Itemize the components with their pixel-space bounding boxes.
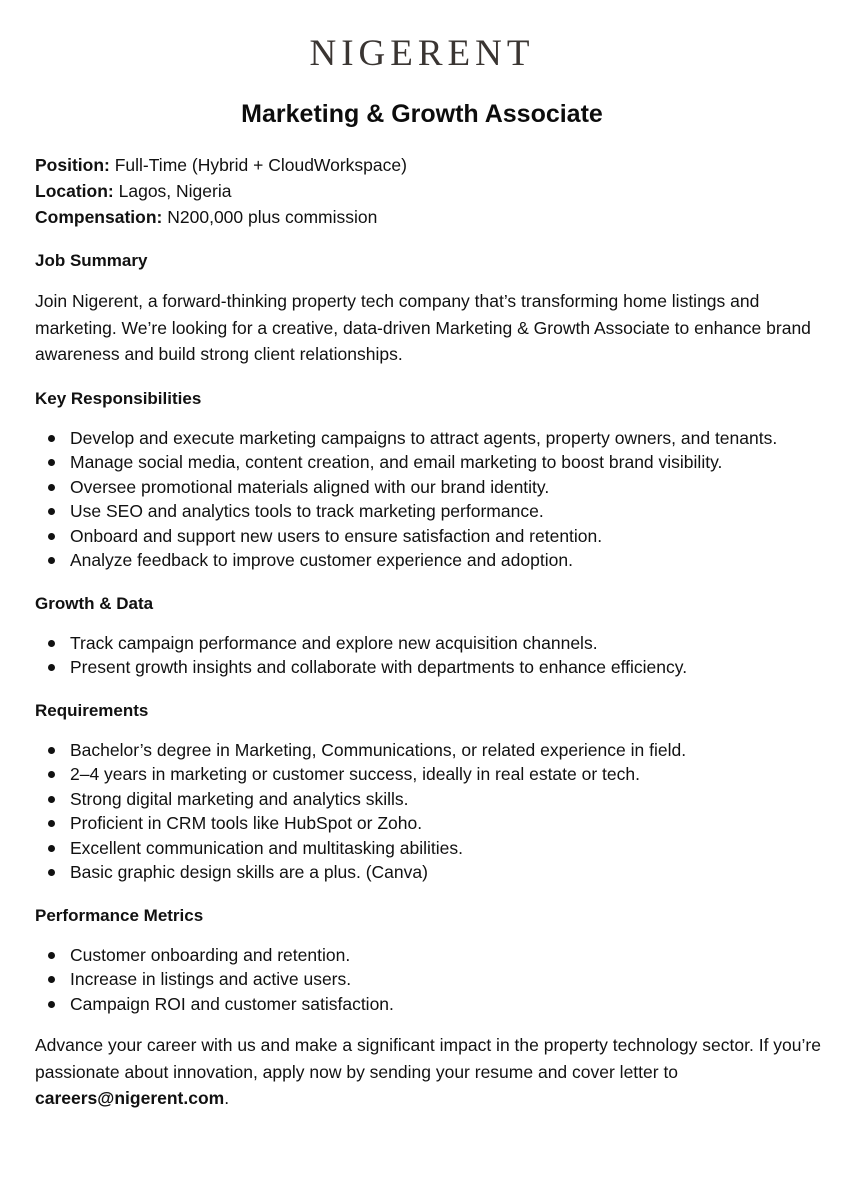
bullet-icon [48, 952, 55, 959]
list-item: Manage social media, content creation, and email marketing to boost brand visibility. [35, 450, 825, 475]
meta-label: Position: [35, 155, 110, 175]
bullet-icon [48, 820, 55, 827]
meta-label: Location: [35, 181, 114, 201]
list-item: Analyze feedback to improve customer experience and adoption. [35, 548, 825, 573]
list-item: Develop and execute marketing campaigns to attract agents, property owners, and tenants. [35, 426, 825, 451]
section-heading-job-summary: Job Summary [35, 251, 148, 270]
list-item: Increase in listings and active users. [35, 967, 825, 992]
closing-paragraph: Advance your career with us and make a significant impact in the property technology sector. If you’re passionate about innovation, apply now by sending your resume and cover letter to careers@nigerent.com. [35, 1035, 821, 1108]
bullet-icon [48, 557, 55, 564]
job-description [35, 152, 825, 1112]
meta-label: Compensation: [35, 207, 163, 227]
list-item: Strong digital marketing and analytics skills. [35, 787, 825, 812]
list-item: Proficient in CRM tools like HubSpot or Zoho. [35, 811, 825, 836]
bullet-icon [48, 640, 55, 647]
list-item: Oversee promotional materials aligned with our brand identity. [35, 475, 825, 500]
list-item: Track campaign performance and explore new acquisition channels. [35, 631, 825, 656]
list-item: 2–4 years in marketing or customer success, ideally in real estate or tech. [35, 762, 825, 787]
meta-value: N200,000 plus commission [167, 207, 378, 227]
meta-value: Full-Time (Hybrid + CloudWorkspace) [114, 155, 407, 175]
closing-text: Advance your career with us and make a significant impact in the property technology sector. If you’re passionate about innovation, apply now by sending your resume and cover letter to [35, 1035, 821, 1082]
brand-logo: NIGERENT [309, 33, 535, 74]
bullet-icon [48, 747, 55, 754]
meta-location [35, 178, 825, 204]
job-title: Marketing & Growth Associate [241, 100, 603, 128]
bullet-icon [48, 845, 55, 852]
bullet-icon [48, 796, 55, 803]
section-heading-responsibilities: Key Responsibilities [35, 388, 202, 408]
list-item: Basic graphic design skills are a plus. (Canva) [35, 860, 825, 885]
bullet-icon [48, 771, 55, 778]
job-summary-text: Join Nigerent, a forward-thinking property tech company that’s transforming home listings and marketing. We’re looking for a creative, data-driven Marketing & Growth Associate to enhance brand awareness and build strong client relationships. [35, 291, 811, 364]
meta-value: Lagos, Nigeria [118, 181, 232, 201]
bullet-icon [48, 508, 55, 515]
list-item: Customer onboarding and retention. [35, 943, 825, 968]
job-meta [35, 152, 825, 230]
bullet-icon [48, 459, 55, 466]
list-item: Onboard and support new users to ensure satisfaction and retention. [35, 524, 825, 549]
bullet-icon [48, 976, 55, 983]
list-item: Present growth insights and collaborate with departments to enhance efficiency. [35, 655, 825, 680]
requirements-list [35, 738, 825, 885]
section-heading-growth: Growth & Data [35, 593, 154, 613]
bullet-icon [48, 1001, 55, 1008]
bullet-icon [48, 484, 55, 491]
list-item: Campaign ROI and customer satisfaction. [35, 992, 825, 1017]
section-heading-requirements: Requirements [35, 700, 149, 720]
bullet-icon [48, 435, 55, 442]
responsibilities-list [35, 426, 825, 573]
list-item: Bachelor’s degree in Marketing, Communications, or related experience in field. [35, 738, 825, 763]
bullet-icon [48, 533, 55, 540]
metrics-list [35, 943, 825, 1017]
meta-position [35, 152, 825, 178]
bullet-icon [48, 664, 55, 671]
section-heading-metrics: Performance Metrics [35, 905, 204, 925]
bullet-icon [48, 869, 55, 876]
list-item: Excellent communication and multitasking abilities. [35, 836, 825, 861]
list-item: Use SEO and analytics tools to track marketing performance. [35, 499, 825, 524]
growth-list [35, 631, 825, 680]
meta-compensation [35, 204, 825, 230]
careers-email-link[interactable]: careers@nigerent.com [35, 1088, 225, 1108]
